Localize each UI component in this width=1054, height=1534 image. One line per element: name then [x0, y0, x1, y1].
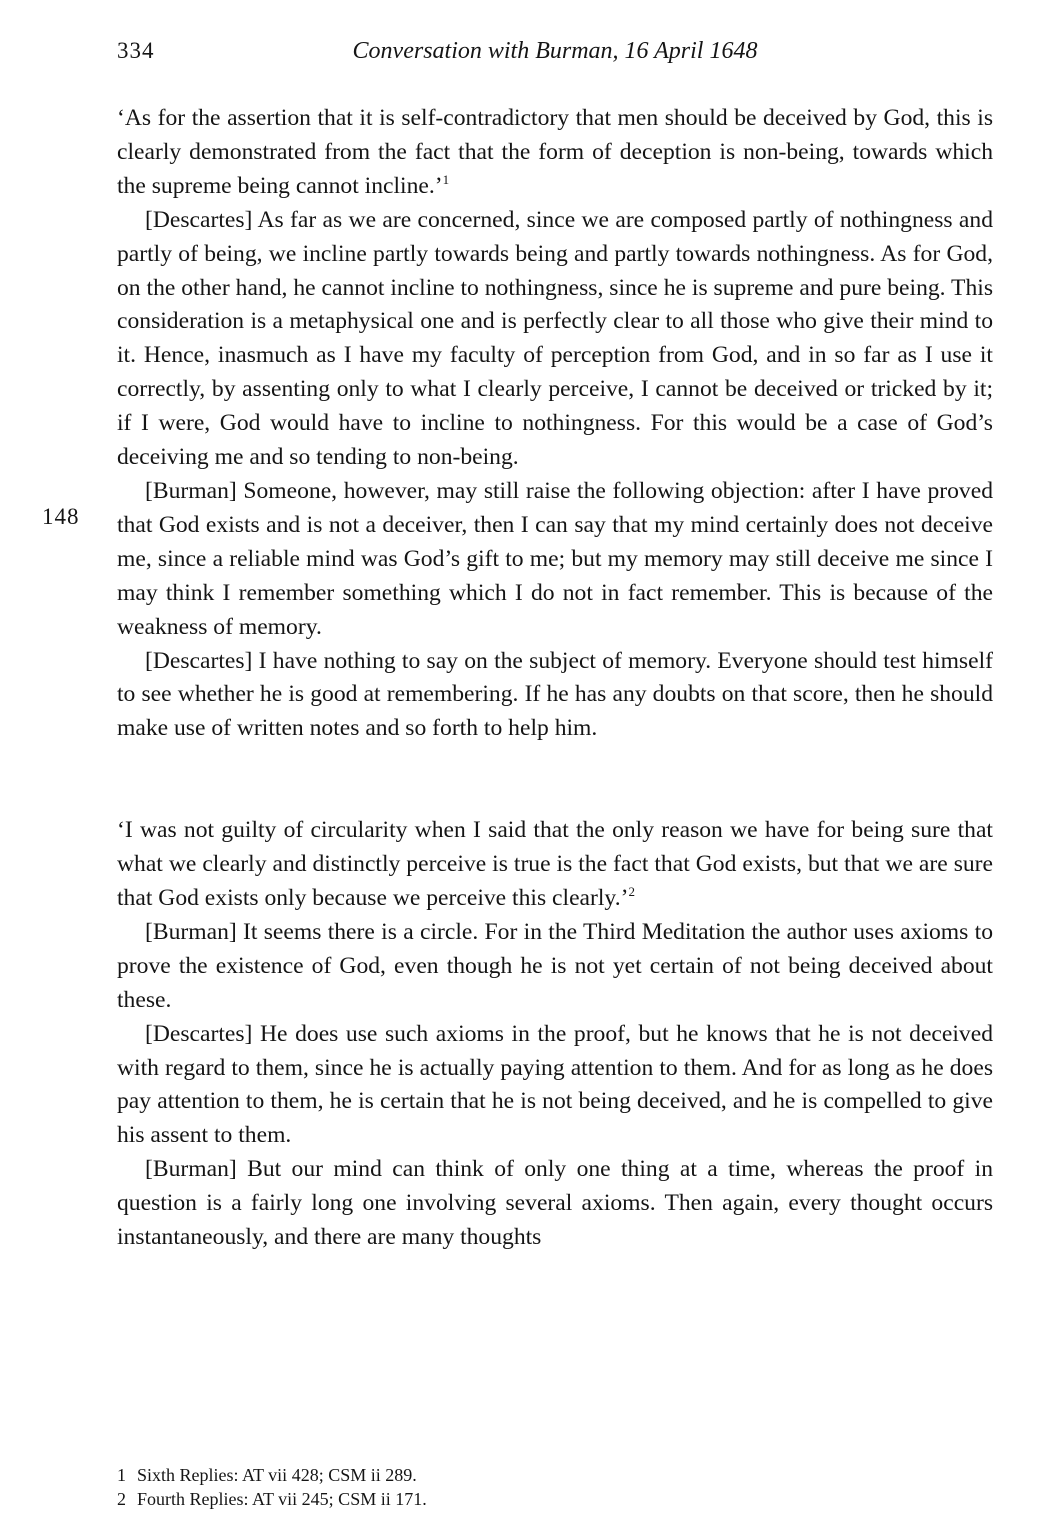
footnotes: [117, 1463, 993, 1511]
section-gap: [117, 746, 993, 814]
paragraph: [Burman] Someone, however, may still raise the following objection: after I have proved that God exists and is not a deceiver, then I can say that my mind certainly does not deceive me, since a reliable mind was God’s gift to me; but my memory may still deceive me since I may think I remember something which I do not in fact remember. This is because of the weakness of memory.: [117, 477, 993, 640]
margin-reference: 148: [42, 504, 80, 529]
footnote: [117, 1487, 993, 1511]
footnote-marker: 2: [628, 884, 635, 900]
paragraph: [Burman] It seems there is a circle. For in the Third Meditation the author uses axioms to prove the existence of God, even though he is not yet certain of not being deceived about these.: [117, 918, 993, 1013]
footnote-marker: 1: [442, 171, 450, 187]
paragraph-text: ‘As for the assertion that it is self-contradictory that men should be deceived by God, this is clearly demonstrated from the fact that the form of deception is non-being, towards which the supreme being cannot incline.’: [117, 105, 993, 199]
paragraph: [Burman] But our mind can think of only one thing at a time, whereas the proof in question is a fairly long one involving several axioms. Then again, every thought occurs instantaneously, and there are many thoughts: [117, 1156, 993, 1251]
footnote-number: 2: [117, 1489, 126, 1509]
paragraph: [Descartes] He does use such axioms in the proof, but he knows that he is not deceived with regard to them, since he is actually paying attention to them. And for as long as he does pay attention to them, he is certain that he is not being deceived, and he is compelled to give his assent to them.: [117, 1020, 993, 1149]
paragraph: [Descartes] As far as we are concerned, since we are composed partly of nothingness and partly of being, we incline partly towards being and partly towards nothingness. As for God, on the other hand, he cannot incline to nothingness, since he is supreme and pure being. This consideration is a metaphysical one and is perfectly clear to all those who give their mind to it. Hence, inasmuch as I have my faculty of perception from God, and in so far as I use it correctly, by assenting only to what I clearly perceive, I cannot be deceived or tricked by it; if I were, God would have to incline to nothingness. For this would be a case of God’s deceiving me and so tending to non-being.: [117, 206, 993, 471]
paragraph: [Descartes] I have nothing to say on the subject of memory. Everyone should test himself to see whether he is good at remembering. If he has any doubts on that score, then he should make use of written notes and so forth to help him.: [117, 647, 993, 742]
footnote: [117, 1463, 993, 1487]
page-header: [117, 38, 993, 74]
paragraph-text: ‘I was not guilty of circularity when I said that the only reason we have for being sure that what we clearly and distinctly perceive is true is the fact that God exists, but that we are sure that God exists only because we perceive this clearly.’: [117, 817, 993, 912]
running-title: Conversation with Burman, 16 April 1648: [352, 38, 758, 64]
footnote-text: Sixth Replies: AT vii 428; CSM ii 289.: [137, 1465, 417, 1485]
footnote-number: 1: [117, 1465, 126, 1485]
body-text: [117, 102, 993, 1255]
quoted-passage: [117, 102, 993, 204]
quoted-passage: [117, 814, 993, 916]
page-number: 334: [117, 38, 155, 63]
footnote-text: Fourth Replies: AT vii 245; CSM ii 171.: [137, 1489, 427, 1509]
